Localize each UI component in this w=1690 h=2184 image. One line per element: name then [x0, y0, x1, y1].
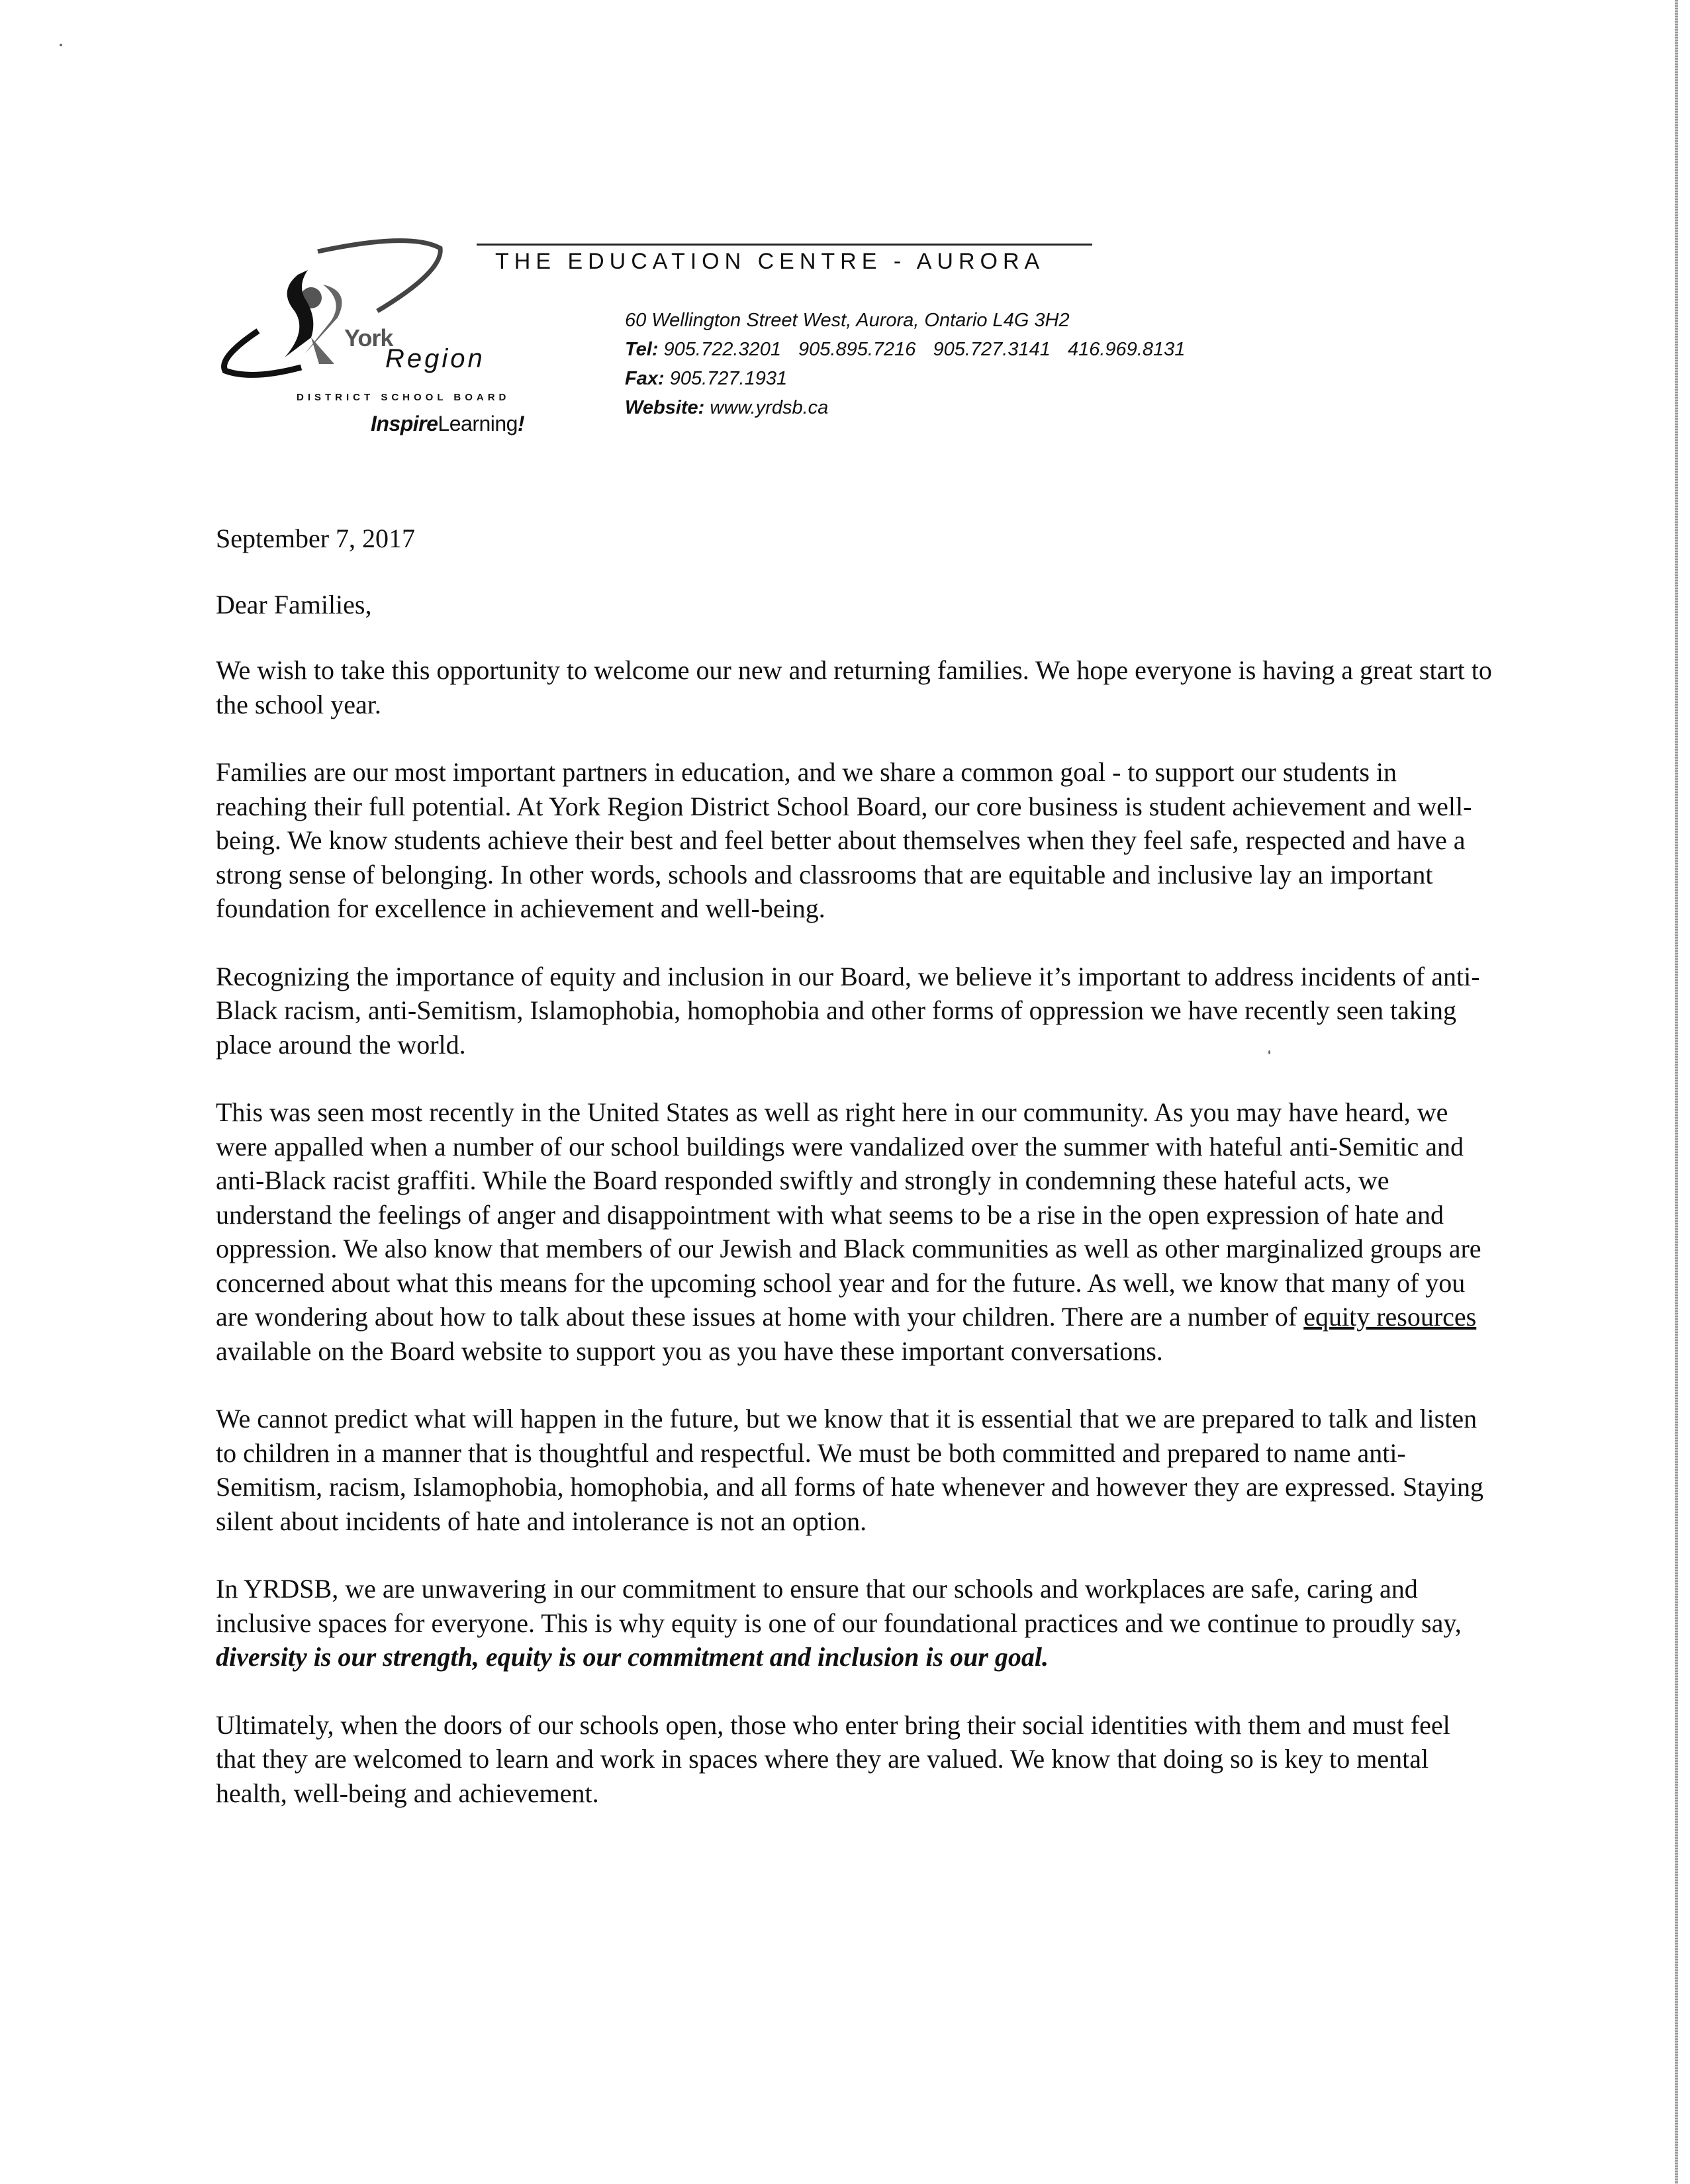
letterhead-title: THE EDUCATION CENTRE - AURORA	[495, 249, 1045, 274]
logo-york-text: York	[344, 324, 393, 351]
website-url: www.yrdsb.ca	[710, 397, 829, 418]
tel-line	[625, 335, 1197, 364]
header-rule	[477, 244, 1092, 246]
paragraph-partners: Families are our most important partners in education, and we share a common goal - to support our students in reaching their full potential. At York Region District School Board, our core business is student achievement and well-being. We know students achieve their best and feel better about themselves when they feel safe, respected and have a strong sense of belonging. In other words, schools and classrooms that are equitable and inclusive lay an important foundation for excellence in achievement and well-being.	[216, 757, 1472, 923]
phone-number: 905.895.7216	[798, 339, 916, 360]
address-line: 60 Wellington Street West, Aurora, Ontario L4G 3H2	[625, 310, 1070, 331]
scan-edge-line	[1675, 0, 1678, 2184]
letter-date: September 7, 2017	[216, 523, 416, 553]
logo-district-text: DISTRICT SCHOOL BOARD	[297, 392, 510, 403]
website-label: Website:	[625, 397, 705, 418]
fax-label: Fax:	[625, 368, 665, 389]
motto-text: diversity is our strength, equity is our commitment and inclusion is our goal.	[216, 1642, 1049, 1672]
paragraph-welcome: We wish to take this opportunity to welcome our new and returning families. We hope everyone is having a great start to the school year.	[216, 655, 1492, 719]
contact-block	[625, 306, 1197, 422]
phone-number: 905.722.3201	[663, 339, 781, 360]
paragraph-commitment: In YRDSB, we are unwavering in our commitment to ensure that our schools and workplaces are safe, caring and inclusive spaces for everyone. This is why equity is one of our foundational practices and we continue to proudly say, diversity is our strength, equity is our commitment and inclusion is our goal.	[216, 1574, 1462, 1672]
scan-speck	[60, 44, 62, 46]
paragraph-equity: Recognizing the importance of equity and inclusion in our Board, we believe it’s important to address incidents of anti-Black racism, anti-Semitism, Islamophobia, homophobia and other forms of oppression we have recently seen taking place around the world.	[216, 961, 1480, 1060]
tel-label: Tel:	[625, 339, 659, 360]
logo-tagline: InspireLearning!	[371, 412, 525, 435]
paragraph-vandalism: This was seen most recently in the United States as well as right here in our community. As you may have heard, we were appalled when a number of our school buildings were vandalized over the summer with hateful anti-Semitic and anti-Black racist graffiti. While the Board responded swiftly and strongly in condemning these hateful acts, we understand the feelings of anger and disappointment with what seems to be a rise in the open expression of hate and oppression. We also know that members of our Jewish and Black communities as well as other marginalized groups are concerned about what this means for the upcoming school year and for the future. As well, we know that many of you are wondering about how to talk about these issues at home with your children. There are a number of equity resources available on the Board website to support you as you have these important conversations.	[216, 1097, 1481, 1366]
website-line	[625, 393, 1197, 422]
yrdsb-logo	[212, 238, 525, 437]
phone-number: 905.727.3141	[933, 339, 1051, 360]
phone-number: 416.969.8131	[1067, 339, 1186, 360]
logo-region-text: Region	[385, 344, 485, 373]
letter-body	[216, 522, 1493, 1844]
salutation: Dear Families,	[216, 589, 372, 619]
equity-resources-link[interactable]: equity resources	[1303, 1302, 1477, 1332]
paragraph-future: We cannot predict what will happen in the future, but we know that it is essential that we are prepared to talk and listen to children in a manner that is thoughtful and respectful. We must be both committed and prepared to name anti-Semitism, racism, Islamophobia, homophobia, and all forms of hate whenever and however they are expressed. Staying silent about incidents of hate and intolerance is not an option.	[216, 1404, 1484, 1536]
fax-number: 905.727.1931	[669, 368, 788, 389]
fax-line	[625, 364, 1197, 393]
paragraph-ultimately: Ultimately, when the doors of our schools open, those who enter bring their social identities with them and must feel that they are welcomed to learn and work in spaces where they are valued. We know that doing so is key to mental health, well-being and achievement.	[216, 1709, 1450, 1808]
